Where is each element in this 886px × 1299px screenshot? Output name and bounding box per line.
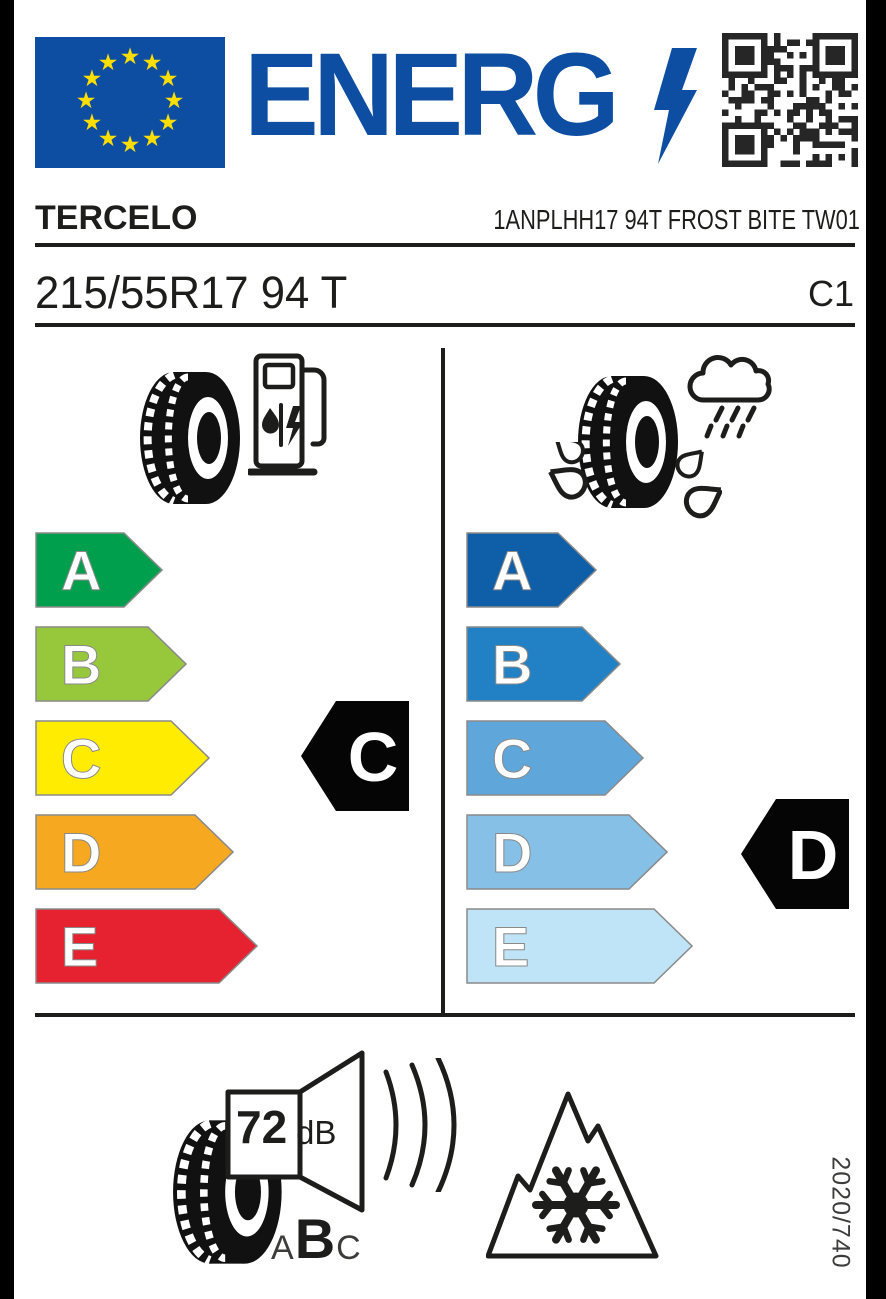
eu-flag-star: ★ <box>97 48 119 75</box>
grade-arrow-B <box>466 626 621 702</box>
separator-line <box>35 323 855 327</box>
eu-flag-star: ★ <box>97 125 119 152</box>
rain-cloud-icon <box>680 346 782 442</box>
grade-letter: E <box>492 915 530 978</box>
tire-fuel-pump-icon <box>130 368 242 508</box>
grade-letter: B <box>492 633 533 696</box>
wet-grip-scale <box>466 532 706 1002</box>
fuel-pump-icon <box>248 350 332 478</box>
grade-letter: D <box>61 821 102 884</box>
fuel-efficiency-scale <box>35 532 275 1002</box>
eu-flag <box>35 37 225 168</box>
eu-flag-star: ★ <box>141 125 163 152</box>
separator-line <box>35 1013 855 1017</box>
eu-flag-star: ★ <box>157 109 179 135</box>
grade-letter: A <box>61 539 102 602</box>
fuel-efficiency-rating: C <box>347 718 399 796</box>
grade-letter: B <box>61 633 102 696</box>
grade-arrow-E <box>35 908 258 984</box>
noise-db-value: 72 <box>236 1101 288 1153</box>
eu-flag-star: ★ <box>81 109 103 135</box>
grade-letter: C <box>492 727 533 790</box>
wet-grip-rating-arrow <box>740 798 850 910</box>
grade-arrow-D <box>35 814 234 890</box>
fuel-efficiency-rating-arrow <box>300 700 410 812</box>
noise-class-B: B <box>294 1207 336 1271</box>
energy-logo-text: ENERG <box>244 29 615 161</box>
eu-flag-star: ★ <box>119 131 141 157</box>
grade-arrow-C <box>466 720 644 796</box>
grade-arrow-B <box>35 626 187 702</box>
brand-name: TERCELO <box>35 199 198 237</box>
grade-arrow-D <box>466 814 668 890</box>
eu-flag-star: ★ <box>163 87 185 113</box>
grade-letter: E <box>61 915 99 978</box>
separator-line <box>35 243 855 247</box>
noise-class-C: C <box>336 1228 361 1267</box>
regulation-number: 2020/740 <box>826 1156 855 1269</box>
grade-letter: D <box>492 821 533 884</box>
qr-code <box>722 33 858 167</box>
grade-arrow-A <box>466 532 597 608</box>
grade-arrow-A <box>35 532 163 608</box>
wet-grip-rating: D <box>787 816 839 894</box>
three-peak-mountain-snowflake-icon <box>486 1088 662 1264</box>
noise-class-A: A <box>271 1228 294 1267</box>
right-border-bar <box>866 0 886 1299</box>
tyre-size-designation: 215/55R17 94 T <box>35 267 348 318</box>
grade-arrow-C <box>35 720 210 796</box>
grade-letter: A <box>492 539 533 602</box>
model-code: 1ANPLHH17 94T FROST BITE TW01 <box>493 204 860 235</box>
eu-flag-star: ★ <box>81 65 103 91</box>
section-divider <box>441 348 445 1014</box>
tyre-class: C1 <box>807 273 854 314</box>
noise-db-unit: dB <box>296 1114 337 1151</box>
eu-flag-star: ★ <box>157 65 179 91</box>
eu-flag-star: ★ <box>119 43 141 69</box>
left-border-bar <box>0 0 14 1299</box>
noise-class-scale <box>271 1204 371 1271</box>
grade-arrow-E <box>466 908 693 984</box>
lightning-bolt-icon <box>650 48 708 164</box>
sound-waves-icon <box>380 1058 460 1192</box>
eu-flag-star: ★ <box>141 48 163 75</box>
grade-letter: C <box>61 727 102 790</box>
water-splash-icon <box>538 442 722 520</box>
eu-flag-star: ★ <box>75 87 97 113</box>
